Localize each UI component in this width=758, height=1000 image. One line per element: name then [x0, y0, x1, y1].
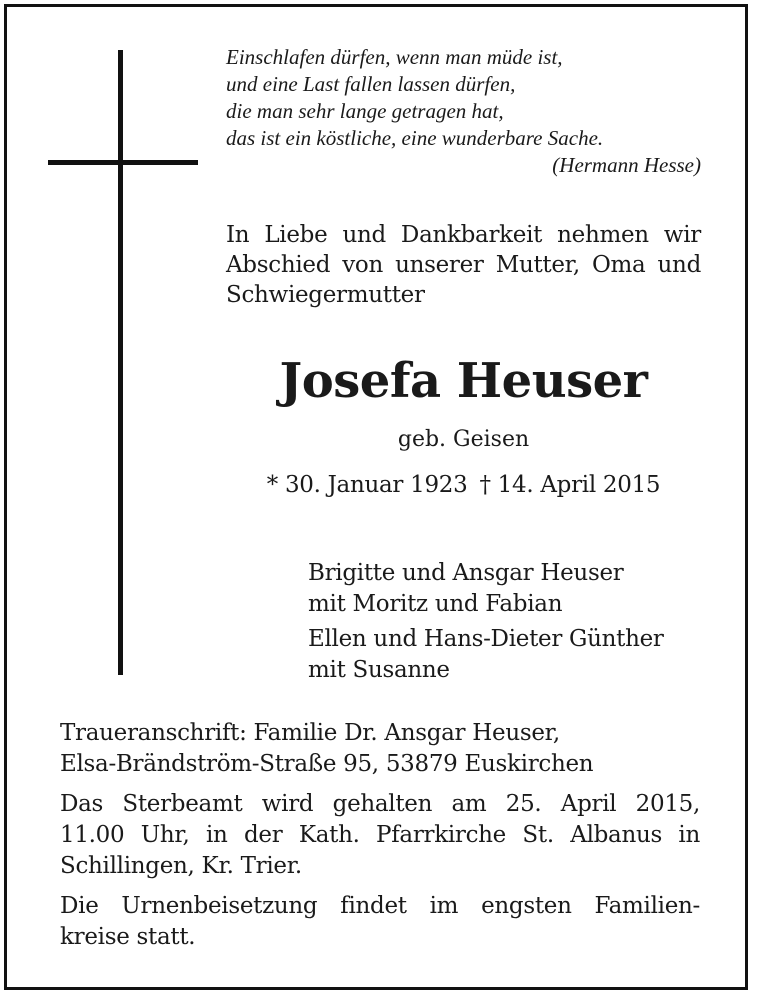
family-line: Ellen und Hans-Dieter Günther [308, 626, 664, 652]
deceased-name: Josefa Heuser [279, 353, 648, 409]
family-signatures [308, 558, 708, 690]
service-line: 11.00 Uhr, in der Kath. Pfarrkirche St. Albanus in [60, 822, 700, 848]
birth-name: geb. Geisen [397, 427, 530, 452]
burial-line: kreise statt. [60, 924, 196, 950]
intro-text: In Liebe und Dankbarkeit nehmen wir Abschied von unserer Mutter, Oma und Schwiegermutter [226, 222, 701, 308]
urn-burial [60, 891, 700, 953]
family-group [308, 558, 708, 620]
birth-date: * 30. Januar 1923 [266, 472, 468, 498]
poem-line: die man sehr lange getragen hat, [226, 99, 504, 123]
cross-horizontal-bar [48, 160, 198, 165]
cross-vertical-bar [118, 50, 123, 675]
service-line: Das Sterbeamt wird gehalten am 25. April 2015, [60, 791, 700, 817]
address-line: Elsa-Brändström-Straße 95, 53879 Euskirchen [60, 751, 594, 777]
life-dates [226, 470, 701, 500]
family-group [308, 624, 708, 686]
service-line: Schillingen, Kr. Trier. [60, 853, 302, 879]
mourning-address [60, 718, 700, 780]
address-line: Traueranschrift: Familie Dr. Ansgar Heuser, [60, 720, 560, 746]
poem-line: und eine Last fallen lassen dürfen, [226, 72, 516, 96]
poem-line: das ist ein köstliche, eine wunderbare Sache. [226, 126, 604, 150]
family-line: mit Moritz und Fabian [308, 591, 563, 617]
poem-line: Einschlafen dürfen, wenn man müde ist, [226, 45, 563, 69]
family-line: Brigitte und Ansgar Heuser [308, 560, 624, 586]
notice-details [60, 718, 700, 962]
death-date: † 14. April 2015 [479, 472, 661, 498]
family-line: mit Susanne [308, 657, 450, 683]
poem-author: (Hermann Hesse) [552, 153, 701, 177]
burial-line: Die Urnenbeisetzung findet im engsten Familien- [60, 893, 700, 919]
funeral-service [60, 789, 700, 882]
poem-quote [226, 44, 701, 179]
